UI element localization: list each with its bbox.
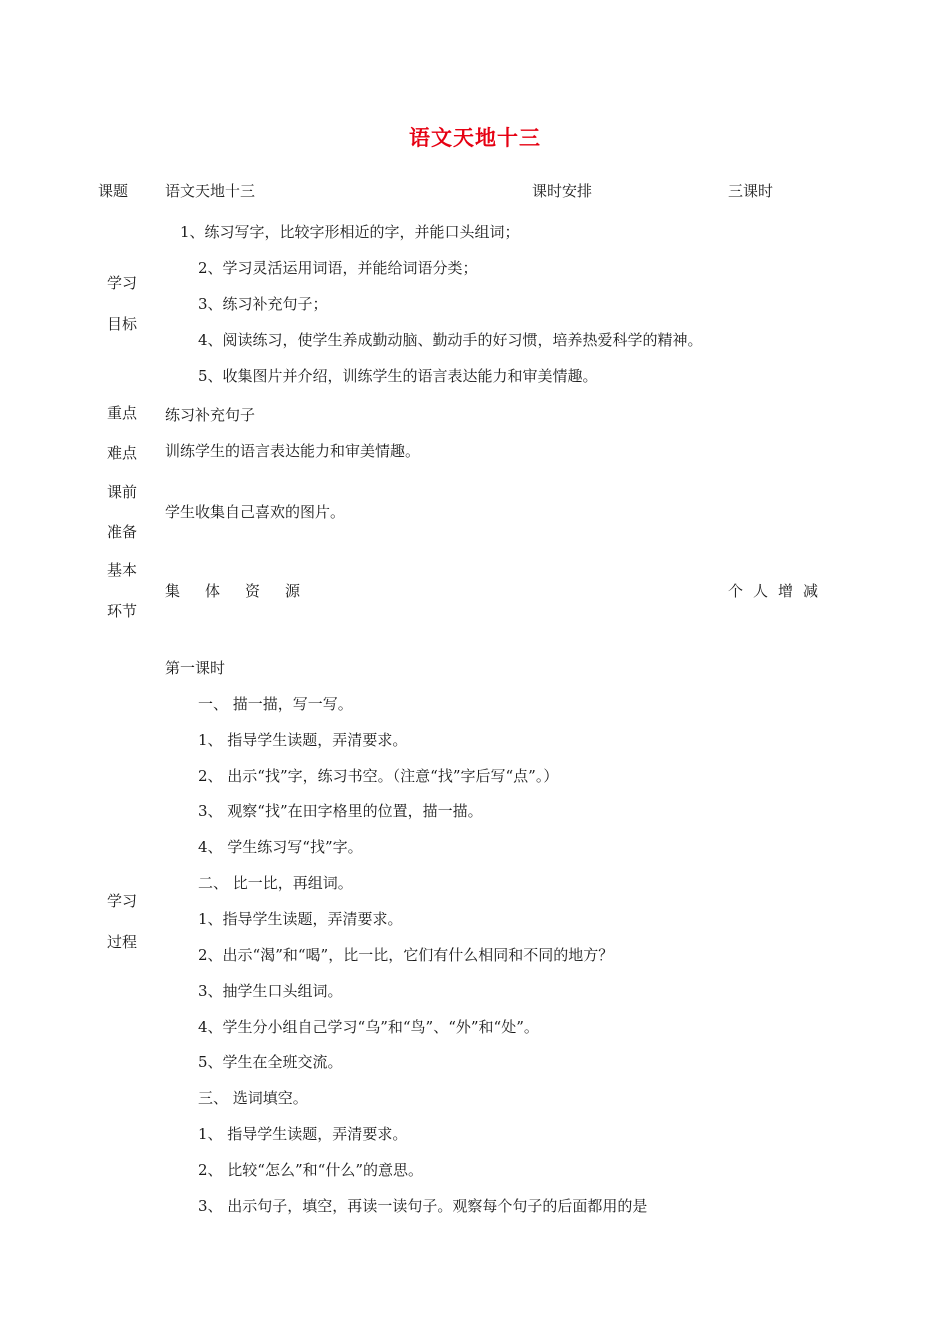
process-line: 2、 比较“怎么”和“什么”的意思。 xyxy=(198,1161,423,1179)
objective-item: 5、收集图片并介绍，训练学生的语言表达能力和审美情趣。 xyxy=(198,367,598,385)
process-line: 3、 出示句子，填空，再读一读句子。观察每个句子的后面都用的是 xyxy=(198,1197,648,1215)
basic-label-2: 环节 xyxy=(107,602,138,620)
key-points-label: 重点 xyxy=(107,404,138,422)
process-line: 3、抽学生口头组词。 xyxy=(198,982,343,1000)
process-label-2: 过程 xyxy=(107,933,138,951)
process-line: 1、指导学生读题，弄清要求。 xyxy=(198,910,403,928)
objectives-label-2: 目标 xyxy=(107,315,138,333)
preparation-label-2: 准备 xyxy=(107,523,138,541)
process-line: 1、 指导学生读题，弄清要求。 xyxy=(198,1125,408,1143)
personal-adjustments-heading: 个人增减 xyxy=(728,582,829,600)
document-title: 语文天地十三 xyxy=(409,125,541,150)
objective-item: 3、练习补充句子； xyxy=(198,295,328,313)
objective-item: 4、阅读练习，使学生养成勤动脑、勤动手的好习惯，培养热爱科学的精神。 xyxy=(198,331,703,349)
process-line: 2、 出示“找”字，练习书空。（注意“找”字后写“点”。） xyxy=(198,767,559,785)
preparation-value: 学生收集自己喜欢的图片。 xyxy=(165,503,346,521)
process-line: 二、 比一比，再组词。 xyxy=(198,874,353,892)
key-points-value: 练习补充句子 xyxy=(165,406,256,424)
process-line: 1、 指导学生读题，弄清要求。 xyxy=(198,731,408,749)
process-line: 4、学生分小组自己学习“乌”和“鸟”、“外”和“处”。 xyxy=(198,1018,539,1036)
process-line: 5、学生在全班交流。 xyxy=(198,1053,343,1071)
process-line: 2、出示“渴”和“喝”，比一比，它们有什么相同和不同的地方？ xyxy=(198,946,614,964)
topic-label: 课题 xyxy=(98,182,129,200)
preparation-label-1: 课前 xyxy=(107,483,138,501)
difficulties-label: 难点 xyxy=(107,444,138,462)
collective-resources-heading: 集体资源 xyxy=(165,582,326,600)
objective-item: 1、练习写字，比较字形相近的字，并能口头组词； xyxy=(180,223,520,241)
schedule-label: 课时安排 xyxy=(532,182,593,200)
objective-item: 2、学习灵活运用词语，并能给词语分类； xyxy=(198,259,478,277)
process-label-1: 学习 xyxy=(107,892,138,910)
lesson-heading: 第一课时 xyxy=(165,659,226,677)
process-line: 一、 描一描，写一写。 xyxy=(198,695,353,713)
difficulties-value: 训练学生的语言表达能力和审美情趣。 xyxy=(165,442,421,460)
process-line: 4、 学生练习写“找”字。 xyxy=(198,838,363,856)
process-line: 三、 选词填空。 xyxy=(198,1089,308,1107)
process-line: 3、 观察“找”在田字格里的位置，描一描。 xyxy=(198,802,483,820)
basic-label-1: 基本 xyxy=(107,561,138,579)
schedule-value: 三课时 xyxy=(728,182,774,200)
topic-value: 语文天地十三 xyxy=(165,182,256,200)
objectives-label-1: 学习 xyxy=(107,274,138,292)
